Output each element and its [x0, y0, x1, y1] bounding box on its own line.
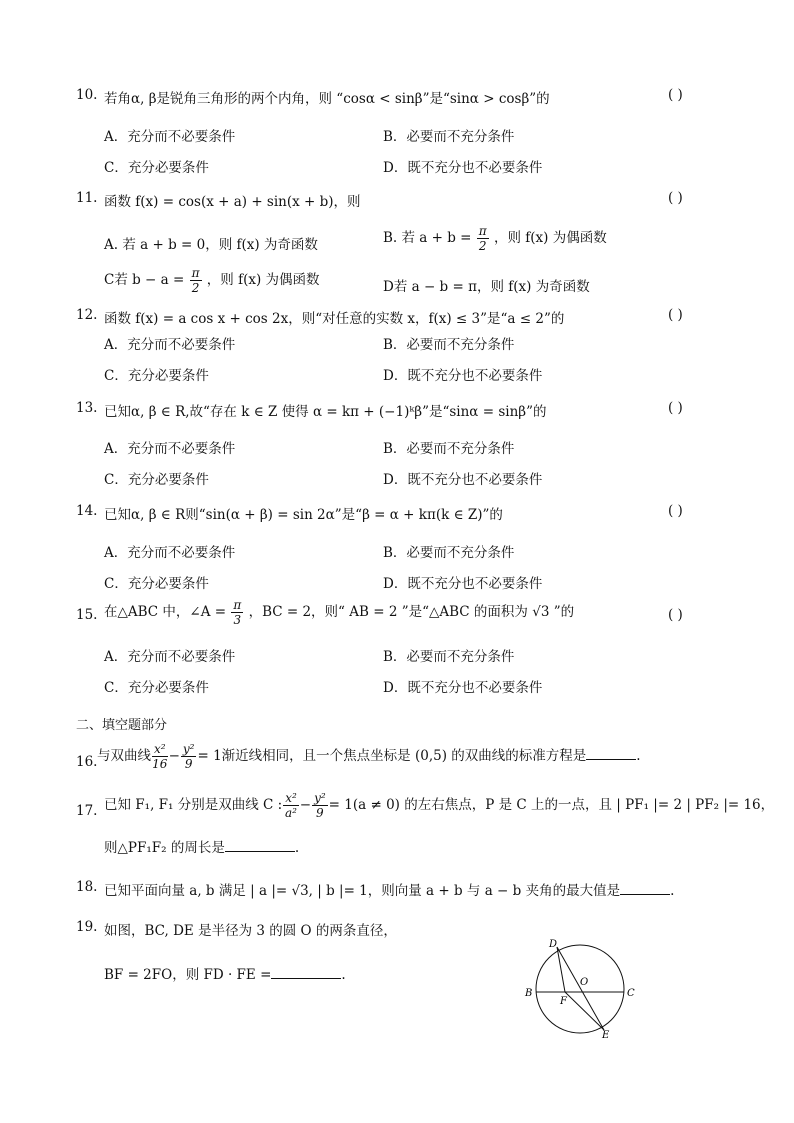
- option-a: A．充分而不必要条件: [104, 545, 236, 561]
- option-d: D若 a − b = π，则 f(x) 为奇函数: [383, 279, 590, 295]
- answer-blank[interactable]: [225, 839, 295, 852]
- option-a: A. 若 a + b = 0，则 f(x) 为奇函数: [104, 237, 318, 253]
- question-number: 17.: [76, 803, 98, 819]
- answer-blank[interactable]: [586, 747, 636, 760]
- option-d: D．既不充分也不必要条件: [383, 472, 543, 488]
- question-number: 16.: [76, 754, 98, 770]
- question-19-line2: BF = 2FO，则 FD · FE = .: [104, 967, 346, 983]
- option-a: A．充分而不必要条件: [104, 649, 236, 665]
- label-d: D: [549, 939, 558, 950]
- question-stem: 已知平面向量 a, b 满足 | a |= √3, | b |= 1，则向量 a + b 与 a − b 夹角的最大值是 .: [104, 883, 675, 899]
- label-b: B: [525, 988, 533, 999]
- option-c: C若 b − a = $\frac{\pi}{2}$ ，则 f(x) 为偶函数: [104, 266, 320, 295]
- section-heading: 二、填空题部分: [76, 718, 168, 733]
- option-d: D．既不充分也不必要条件: [383, 576, 543, 592]
- option-b: B．必要而不充分条件: [383, 545, 515, 561]
- answer-paren: ( ): [668, 307, 683, 323]
- question-number: 12.: [76, 307, 98, 323]
- option-b: B．必要而不充分条件: [383, 441, 515, 457]
- segment-fe: [565, 992, 604, 1030]
- question-stem: 函数 f(x) = cos(x + a) + sin(x + b)，则: [104, 194, 361, 210]
- option-b: B．必要而不充分条件: [383, 129, 515, 145]
- question-stem: 已知α, β ∈ R则“sin(α + β) = sin 2α”是“β = α + kπ(k ∈ Z)”的: [104, 507, 503, 523]
- fraction: $\frac{\pi}{3}$: [233, 598, 242, 627]
- fraction: $\frac{\pi}{2}$: [191, 266, 200, 295]
- question-stem: 如图，BC, DE 是半径为 3 的圆 O 的两条直径，: [104, 923, 397, 939]
- fraction: $\frac{\text{x²}}{\text{a²}}$: [284, 791, 297, 820]
- question-number: 10.: [76, 87, 98, 103]
- answer-paren: ( ): [668, 190, 683, 206]
- question-17-line2: 则△PF₁F₂ 的周长是 .: [104, 840, 300, 856]
- fraction: $\frac{\text{y²}}{9}$: [182, 742, 195, 771]
- question-stem: 已知 F₁, F₁ 分别是双曲线 C : $\frac{\text{x²}}{\text{a²}}$ − $\frac{\text{y²}}{9}$ = 1(a ≠ 0) 的左右焦点，P 是 C 上的一点，且 | PF₁ |= 2 | PF₂ |= 16，: [104, 791, 775, 820]
- answer-blank[interactable]: [271, 966, 341, 979]
- label-e: E: [602, 1030, 610, 1040]
- answer-paren: ( ): [668, 503, 683, 519]
- option-a: A．充分而不必要条件: [104, 441, 236, 457]
- fraction: $\frac{\text{y²}}{9}$: [314, 791, 326, 820]
- answer-paren: ( ): [668, 607, 683, 623]
- label-f: F: [560, 996, 567, 1007]
- option-c: C．充分必要条件: [104, 576, 209, 592]
- question-number: 13.: [76, 400, 98, 416]
- question-number: 11.: [76, 190, 98, 206]
- question-number: 19.: [76, 919, 98, 935]
- option-a: A．充分而不必要条件: [104, 129, 236, 145]
- question-stem: 已知α, β ∈ R,故“存在 k ∈ Z 使得 α = kπ + (−1)ᵏβ”是“sinα = sinβ”的: [104, 404, 547, 420]
- option-d: D．既不充分也不必要条件: [383, 368, 543, 384]
- option-c: C．充分必要条件: [104, 368, 209, 384]
- question-stem: 在△ABC 中，∠A = $\frac{\pi}{3}$ ，BC = 2，则“ AB = 2 ”是“△ABC 的面积为 √3 ”的: [104, 598, 575, 627]
- fraction: $\frac{\text{x²}}{16}$: [152, 742, 168, 771]
- question-number: 18.: [76, 879, 98, 895]
- question-stem: 若角α, β是锐角三角形的两个内角，则 “cosα < sinβ”是“sinα > cosβ”的: [104, 91, 550, 107]
- option-d: D．既不充分也不必要条件: [383, 680, 543, 696]
- label-c: C: [627, 988, 635, 999]
- circle-figure: [520, 935, 640, 1040]
- question-number: 14.: [76, 503, 98, 519]
- option-a: A．充分而不必要条件: [104, 337, 236, 353]
- option-b: B. 若 a + b = $\frac{\pi}{2}$ ，则 f(x) 为偶函数: [383, 224, 607, 253]
- option-c: C．充分必要条件: [104, 680, 209, 696]
- fraction: $\frac{\pi}{2}$: [478, 224, 487, 253]
- question-stem: 函数 f(x) = a cos x + cos 2x，则“对任意的实数 x，f(x) ≤ 3”是“a ≤ 2”的: [104, 311, 565, 327]
- circle-o: [536, 945, 624, 1033]
- question-stem: 与双曲线 $\frac{\text{x²}}{16}$ − $\frac{\text{y²}}{9}$ = 1渐近线相同，且一个焦点坐标是 (0,5) 的双曲线的标准方程是 .: [97, 742, 641, 771]
- option-b: B．必要而不充分条件: [383, 337, 515, 353]
- option-c: C．充分必要条件: [104, 472, 209, 488]
- answer-blank[interactable]: [620, 882, 670, 895]
- option-b: B．必要而不充分条件: [383, 649, 515, 665]
- answer-paren: ( ): [668, 400, 683, 416]
- option-d: D．既不充分也不必要条件: [383, 160, 543, 176]
- question-number: 15.: [76, 607, 98, 623]
- label-o: O: [580, 977, 589, 988]
- answer-paren: ( ): [668, 87, 683, 103]
- option-c: C．充分必要条件: [104, 160, 209, 176]
